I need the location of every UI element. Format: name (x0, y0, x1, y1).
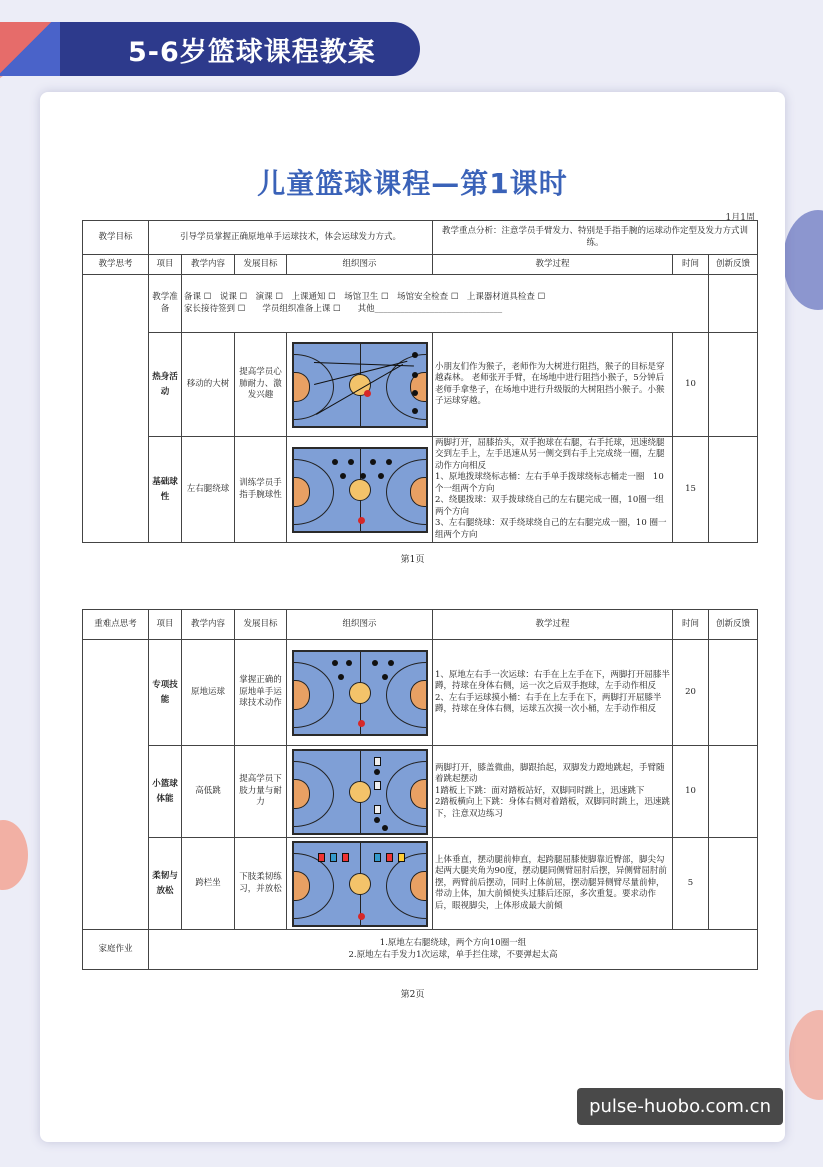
thinking-cell (83, 640, 149, 930)
watermark: pulse-huobo.com.cn (577, 1088, 783, 1125)
feedback-cell (709, 275, 758, 333)
banner-stripe (0, 22, 60, 76)
table-header-row (83, 255, 758, 275)
diagram-cell (287, 640, 433, 746)
process-cell: 上体垂直，摆动腿前伸直，起跨腿屈膝使脚靠近臀部，脚尖勾起两大腿夹角为90度，摆动腿同侧臂屈肘后摆，异侧臂屈肘前摆，两臂前后摆动，同时上体前屈，摆动腿异侧臂尽量前伸，带动上体，加大前倾使头过膝后还原，多次重复。要求动作后，眼视脚尖，上体形成最大前倾 (433, 838, 673, 930)
header-banner (0, 22, 420, 76)
header-cell: 教学内容 (182, 610, 235, 640)
lesson-table-page2 (82, 609, 758, 970)
court-diagram (292, 650, 428, 736)
banner-title: 5-6岁篮球课程教案 (128, 37, 376, 68)
item-cell: 基础球性 (149, 437, 182, 543)
decor-circle (783, 210, 823, 310)
header-cell: 教学过程 (433, 610, 673, 640)
prep-line: 备课 ☐ 说课 ☐ 演课 ☐ 上课通知 ☐ 场馆卫生 ☐ 场馆安全检查 ☐ 上课器材道具检查 ☐ (184, 292, 546, 303)
header-cell: 组织图示 (287, 610, 433, 640)
item-cell: 专项技能 (149, 640, 182, 746)
feedback-cell (709, 437, 758, 543)
item-cell: 柔韧与放松 (149, 838, 182, 930)
time-cell: 10 (673, 333, 709, 437)
week-label: 1月1周 (725, 213, 755, 223)
header-cell: 重难点思考 (83, 610, 149, 640)
goal-cell: 下肢柔韧练习，并放松 (235, 838, 287, 930)
time-cell: 10 (673, 746, 709, 838)
table-row (83, 640, 758, 746)
time-cell: 15 (673, 437, 709, 543)
decor-circle (789, 1010, 823, 1100)
header-cell: 教学过程 (433, 255, 673, 275)
table-row (83, 838, 758, 930)
process-cell: 1、原地左右手一次运球：右手在上左手在下，两脚打开屈膝半蹲，持球在身体右侧，运一次之后双手抱球，左手动作相反 2、左右手运球摸小桶：右手在上左手在下，两脚打开屈膝半蹲，持球在身体右侧，运球五次摸一次小桶，左手动作相反 (433, 640, 673, 746)
lesson-table-page1 (82, 220, 758, 543)
court-diagram (292, 749, 428, 835)
content-cell: 跨栏坐 (182, 838, 235, 930)
feedback-cell (709, 333, 758, 437)
goal-text: 引导学员掌握正确原地单手运球技术，体会运球发力方式。 (149, 221, 433, 255)
header-cell: 教学内容 (182, 255, 235, 275)
goal-cell: 训练学员手指手腕球性 (235, 437, 287, 543)
homework-line: 1.原地左右腿绕球，两个方向10圈一组 (379, 938, 527, 949)
court-diagram (292, 841, 428, 927)
prep-label: 教学准备 (149, 275, 182, 333)
page-number: 第2页 (400, 990, 425, 1000)
header-cell: 创新反馈 (709, 610, 758, 640)
diagram-cell (287, 838, 433, 930)
feedback-cell (709, 640, 758, 746)
header-cell: 项目 (149, 255, 182, 275)
table-row (83, 333, 758, 437)
homework-line: 2.原地左右手发力1次运球，单手拦住球，不要弹起太高 (348, 949, 558, 960)
content-cell: 移动的大树 (182, 333, 235, 437)
table-header-row (83, 610, 758, 640)
content-cell: 原地运球 (182, 640, 235, 746)
decor-circle (0, 820, 28, 890)
table-row (83, 437, 758, 543)
goal-label: 教学目标 (83, 221, 149, 255)
header-cell: 组织图示 (287, 255, 433, 275)
header-cell: 发展目标 (235, 255, 287, 275)
item-cell: 热身活动 (149, 333, 182, 437)
prep-row (83, 275, 758, 333)
content-cell: 高低跳 (182, 746, 235, 838)
table-row (83, 746, 758, 838)
header-cell: 创新反馈 (709, 255, 758, 275)
goal-cell: 提高学员心肺耐力、激发兴趣 (235, 333, 287, 437)
court-diagram (292, 447, 428, 533)
process-cell: 小朋友们作为猴子，老师作为大树进行阻挡，猴子的目标是穿越森林。 老师张开手臂，在场地中进行阻挡小猴子，5分钟后老师手拿垫子，在场地中进行升级版的大树阻挡小猴子。小猴子运球穿越。 (433, 333, 673, 437)
prep-line: 家长接待签到 ☐ 学员组织准备上课 ☐ 其他______________________________ (184, 303, 503, 314)
header-cell: 项目 (149, 610, 182, 640)
time-cell: 20 (673, 640, 709, 746)
diagram-cell (287, 746, 433, 838)
feedback-cell (709, 838, 758, 930)
time-cell: 5 (673, 838, 709, 930)
header-cell: 时间 (673, 610, 709, 640)
thinking-cell (83, 275, 149, 543)
lesson-plan-sheet (40, 92, 785, 1142)
court-diagram (292, 342, 428, 428)
homework-row (83, 930, 758, 970)
content-cell: 左右腿绕球 (182, 437, 235, 543)
goal-cell: 掌握正确的原地单手运球技术动作 (235, 640, 287, 746)
prep-checklist (182, 275, 709, 333)
diagram-cell (287, 333, 433, 437)
item-cell: 小篮球体能 (149, 746, 182, 838)
goal-cell: 提高学员下肢力量与耐力 (235, 746, 287, 838)
homework-text (149, 930, 758, 970)
process-cell: 两脚打开，屈膝抬头，双手抱球在右腿，右手托球，迅速绕腿交到左手上，左手迅速从另一侧交到右手上完成绕一圈，左腿动作方向相反 1、原地拨球绕标志桶：左右手单手拨球绕标志桶走一圈 10个一组两个方向 2、绕腿拨球：双手拨球绕自己的左右腿完成一圈，10圈一组两个方向 3、左右腿绕球：双手绕球绕自己的左右腿完成一圈，10 圈一组两个方向 (433, 437, 673, 543)
diagram-cell (287, 437, 433, 543)
header-cell: 发展目标 (235, 610, 287, 640)
header-cell: 时间 (673, 255, 709, 275)
header-cell: 教学思考 (83, 255, 149, 275)
homework-label: 家庭作业 (83, 930, 149, 970)
page-number: 第1页 (400, 555, 425, 565)
document-title: 儿童篮球课程—第1课时 (257, 167, 568, 200)
focus-analysis: 教学重点分析：注意学员手臂发力、特别是手指手腕的运球动作定型及发力方式训练。 (433, 221, 758, 255)
feedback-cell (709, 746, 758, 838)
process-cell: 两脚打开，膝盖微曲，脚跟抬起，双脚发力蹬地跳起，手臂随着跳起摆动 1踏板上下跳：面对踏板站好，双脚同时跳上，迅速跳下 2踏板横向上下跳：身体右侧对着踏板，双脚同时跳上，迅速跳下，注意双边练习 (433, 746, 673, 838)
